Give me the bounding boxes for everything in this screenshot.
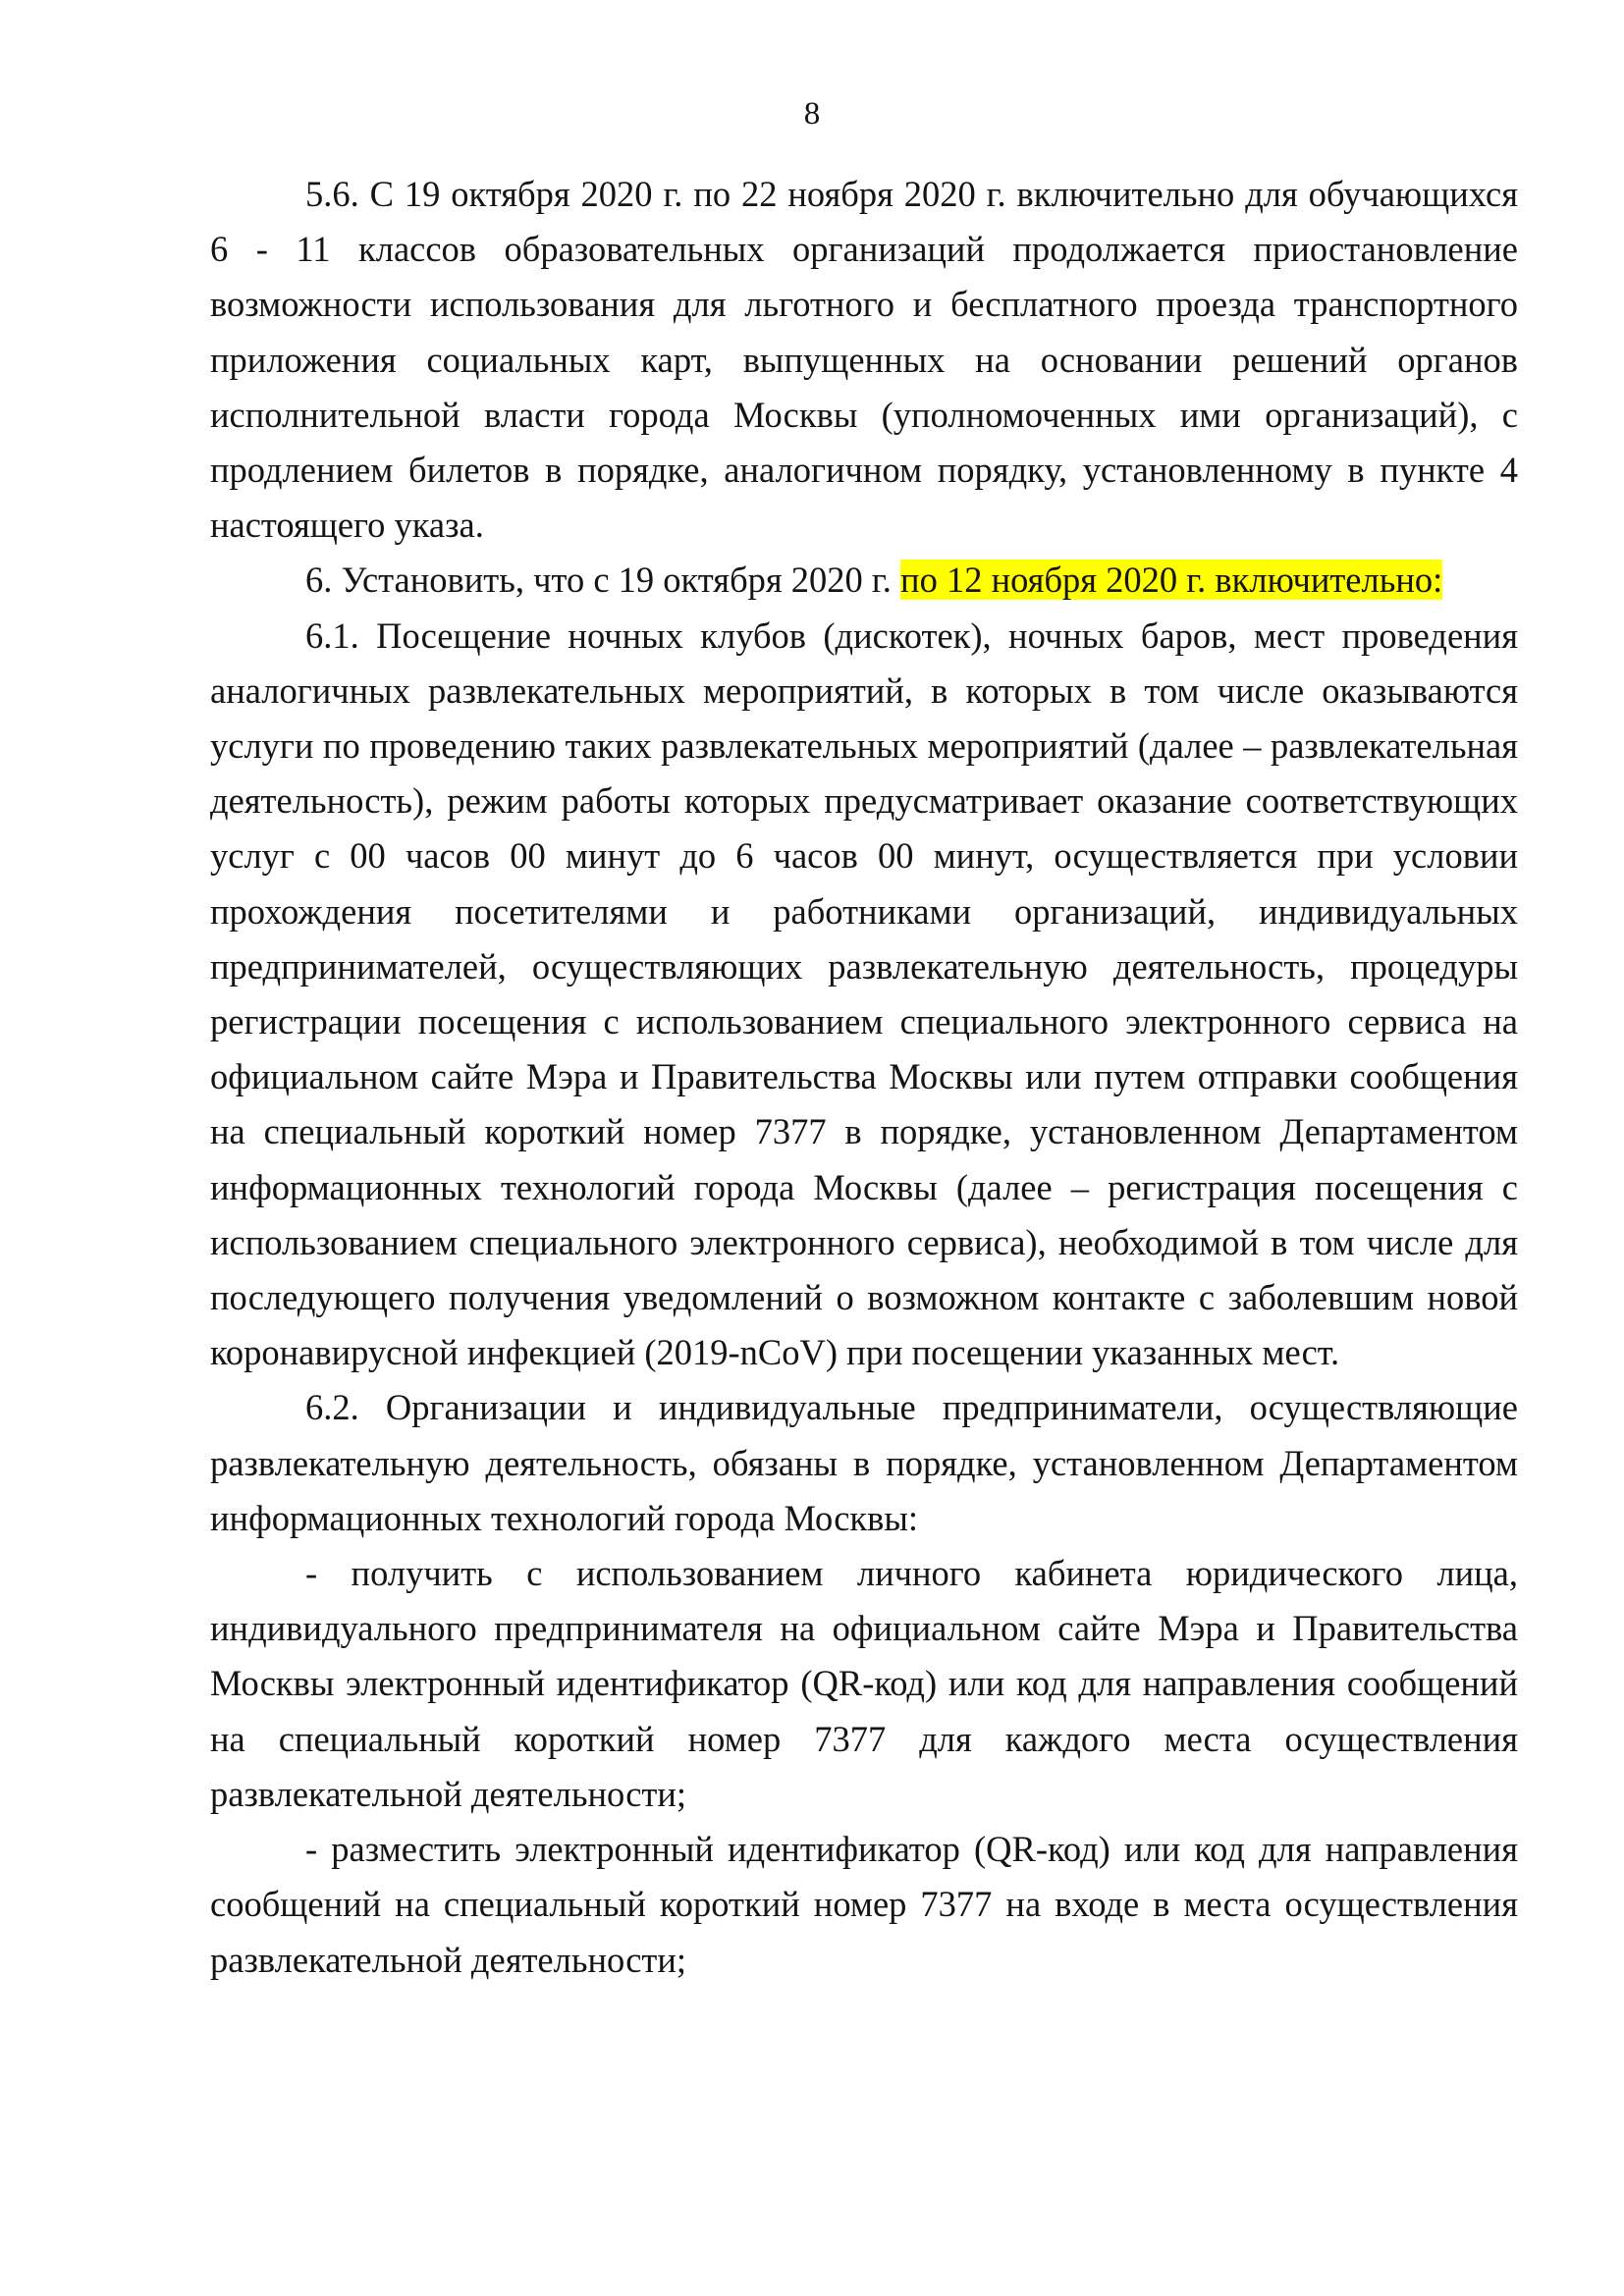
list-item-obtain-qr: - получить с использованием личного кабинета юридического лица, индивидуального предпринимателя на официальном сайте Мэра и Правительства Москвы электронный идентификатор (QR-код) или код для направления сообщений на специальный короткий номер 7377 для каждого места осуществления развлекательной деятельности; — [210, 1553, 1518, 1814]
paragraph-6-2: 6.2. Организации и индивидуальные предприниматели, осуществляющие развлекательную деятельность, обязаны в порядке, установленном Департаментом информационных технологий города Москвы: — [210, 1387, 1518, 1538]
paragraph-6-1: 6.1. Посещение ночных клубов (дискотек), ночных баров, мест проведения аналогичных развлекательных мероприятий, в которых в том числе оказываются услуги по проведению таких развлекательных мероприятий (далее – развлекательная деятельность), режим работы которых предусматривает оказание соответствующих услуг с 00 часов 00 минут до 6 часов 00 минут, осуществляется при условии прохождения посетителями и работниками организаций, индивидуальных предпринимателей, осуществляющих развлекательную деятельность, процедуры регистрации посещения с использованием специального электронного сервиса на официальном сайте Мэра и Правительства Москвы или путем отправки сообщения на специальный короткий номер 7377 в порядке, установленном Департаментом информационных технологий города Москвы (далее – регистрация посещения с использованием специального электронного сервиса), необходимой в том числе для последующего получения уведомлений о возможном контакте с заболевшим новой коронавирусной инфекцией (2019-nCoV) при посещении указанных мест. — [210, 614, 1518, 1373]
paragraph-6-text: 6. Установить, что с 19 октября 2020 г. — [305, 560, 901, 601]
paragraph-5-6: 5.6. С 19 октября 2020 г. по 22 ноября 2020 г. включительно для обучающихся 6 - 11 классов образовательных организаций продолжается приостановление возможности использования для льготного и бесплатного проезда транспортного приложения социальных карт, выпущенных на основании решений органов исполнительной власти города Москвы (уполномоченных ими организаций), с продлением билетов в порядке, аналогичном порядку, установленному в пункте 4 настоящего указа. — [210, 174, 1518, 546]
list-item-place-qr: - разместить электронный идентификатор (QR-код) или код для направления сообщений на специальный короткий номер 7377 на входе в места осуществления развлекательной деятельности; — [210, 1829, 1518, 1980]
document-body — [210, 167, 1518, 1988]
highlighted-text: по 12 ноября 2020 г. включительно: — [900, 560, 1443, 601]
paragraph-6 — [210, 553, 1518, 608]
page-number: 8 — [803, 96, 821, 132]
